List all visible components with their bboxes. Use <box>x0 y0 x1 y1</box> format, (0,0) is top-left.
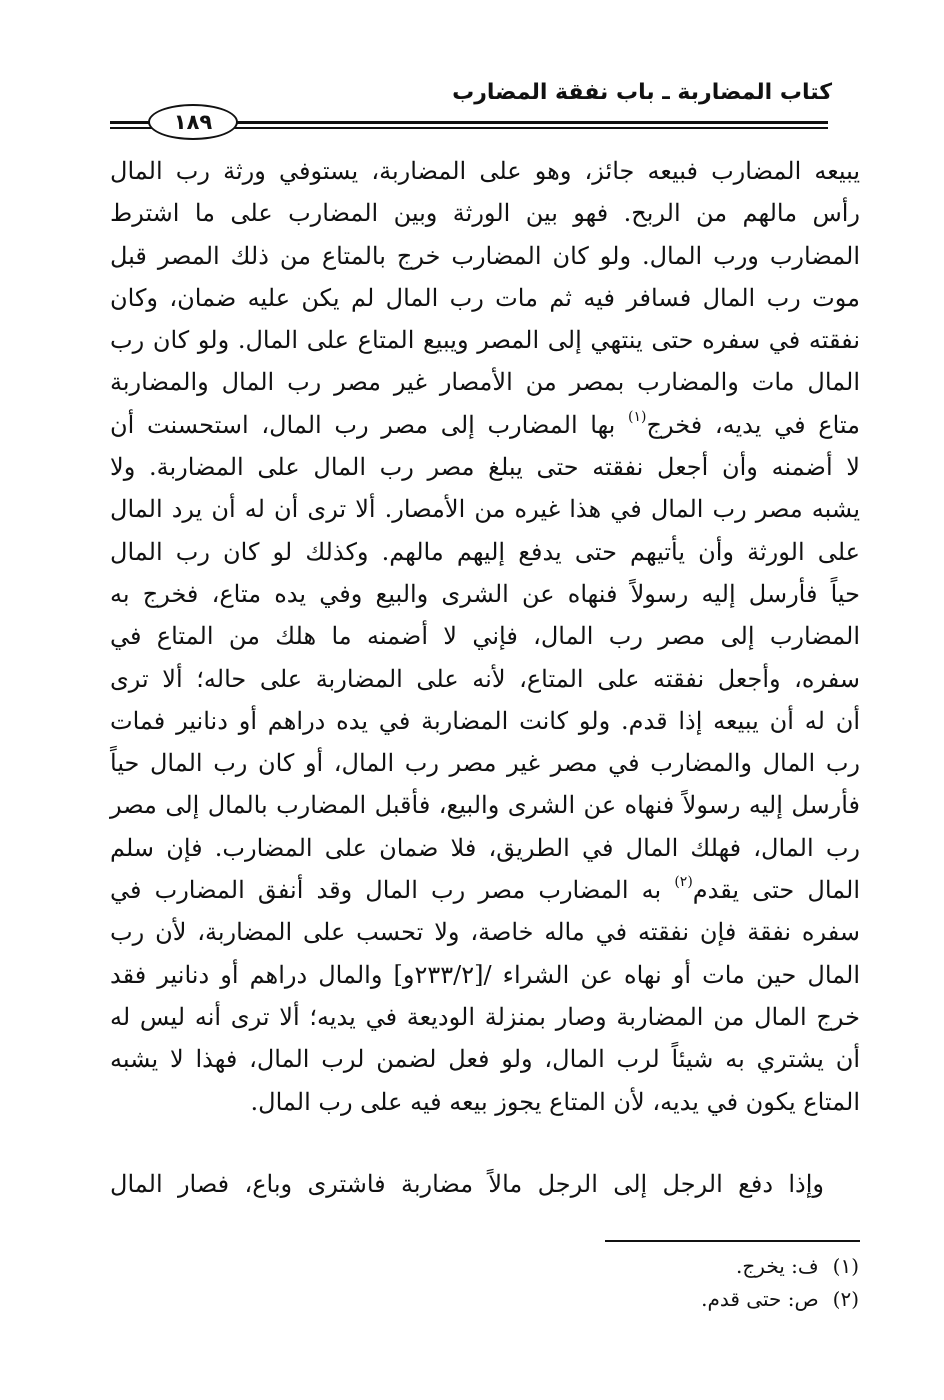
text-line: حياً فأرسل إليه رسولاً فنهاه عن الشرى والبيع وفي يده متاع، فخرج به <box>110 579 860 608</box>
text-line: المال مات والمضارب بمصر من الأمصار غير مصر رب المال والمضاربة <box>110 368 860 397</box>
main-text <box>110 150 860 1123</box>
footnote-2 <box>701 1283 859 1316</box>
text-line: رب المال والمضارب في مصر غير مصر رب المال، أو كان رب المال حياً <box>110 749 860 778</box>
text-line: خرج المال من المضاربة وصار بمنزلة الوديعة في يديه؛ ألا ترى أنه ليس له <box>110 1002 860 1031</box>
footnote-ref-1[interactable]: (١) <box>628 408 647 425</box>
footnote-1 <box>701 1250 859 1283</box>
footnotes <box>701 1250 859 1316</box>
text-fragment: متاع في يديه، فخرج <box>646 410 860 439</box>
text-line: المتاع يكون في يديه، لأن المتاع يجوز بيعه فيه على رب المال. <box>250 1087 860 1116</box>
text-line: المضارب ورب المال. ولو كان المضارب خرج بالمتاع من ذلك المصر قبل <box>110 241 860 270</box>
footnote-text: ص: حتى قدم. <box>701 1287 819 1311</box>
text-fragment: به المضارب مصر رب المال وقد أنفق المضارب في <box>110 876 662 905</box>
footnote-ref-2[interactable]: (٢) <box>674 874 693 891</box>
text-line: أن له أن يبيعه إذا قدم. ولو كانت المضاربة في يده دراهم أو دنانير فمات <box>110 706 860 735</box>
text-line: أن يشتري به شيئاً لرب المال، ولو فعل لضمن لرب المال، فهذا لا يشبه <box>110 1045 860 1074</box>
text-line: رأس مالهم من الربح. فهو بين الورثة وبين المضارب على ما اشترط <box>110 199 860 228</box>
text-line <box>110 869 860 911</box>
text-line: سفره، وأجعل نفقته على المتاع، لأنه على المضاربة على حاله؛ ألا ترى <box>110 664 860 693</box>
footnote-text: ف: يخرج. <box>736 1254 819 1278</box>
text-line: المال حين مات أو نهاه عن الشراء /[٢٣٣/٢و] والمال دراهم أو دنانير فقد <box>110 960 860 989</box>
text-fragment: بها المضارب إلى مصر رب المال، استحسنت أن <box>110 410 616 439</box>
text-line: نفقته في سفره حتى ينتهي إلى المصر ويبيع المتاع على المال. ولو كان رب <box>110 326 860 355</box>
text-line: رب المال، فهلك المال في الطريق، فلا ضمان على المضارب. فإن سلم <box>110 833 860 862</box>
text-fragment: المال حتى يقدم <box>692 876 860 905</box>
footnote-divider <box>605 1240 860 1242</box>
text-line: موت رب المال فسافر فيه ثم مات رب المال لم يكن عليه ضمان، وكان <box>110 283 860 312</box>
text-line: سفره نفقة فإن نفقته في ماله خاصة، ولا تحسب على المضاربة، لأن رب <box>110 918 860 947</box>
running-header: كتاب المضاربة ـ باب نفقة المضارب <box>452 80 832 105</box>
text-line: يبيعه المضارب فبيعه جائز، وهو على المضاربة، يستوفي ورثة رب المال <box>110 157 860 185</box>
text-line: يشبه مصر رب المال في هذا غيره من الأمصار. ألا ترى أن له أن يرد المال <box>110 495 861 524</box>
page-number: ١٨٩ <box>148 104 238 140</box>
paragraph-2: وإذا دفع الرجل إلى الرجل مالاً مضاربة فاشترى وباع، فصار المال <box>110 1170 824 1198</box>
text-line: على الورثة وأن يأتيهم حتى يدفع إليهم مالهم. وكذلك لو كان رب المال <box>110 537 860 566</box>
footnote-number: (١) <box>832 1254 859 1278</box>
footnote-number: (٢) <box>832 1287 859 1311</box>
text-line <box>110 404 860 446</box>
text-line: فأرسل إليه رسولاً فنهاه عن الشرى والبيع، فأقبل المضارب بالمال إلى مصر <box>110 791 860 820</box>
text-line: المضارب إلى مصر رب المال، فإني لا أضمنه ما هلك من المتاع في <box>110 622 860 651</box>
text-line: لا أضمنه وأن أجعل نفقته حتى يبلغ مصر رب المال على المضاربة. ولا <box>110 453 860 482</box>
